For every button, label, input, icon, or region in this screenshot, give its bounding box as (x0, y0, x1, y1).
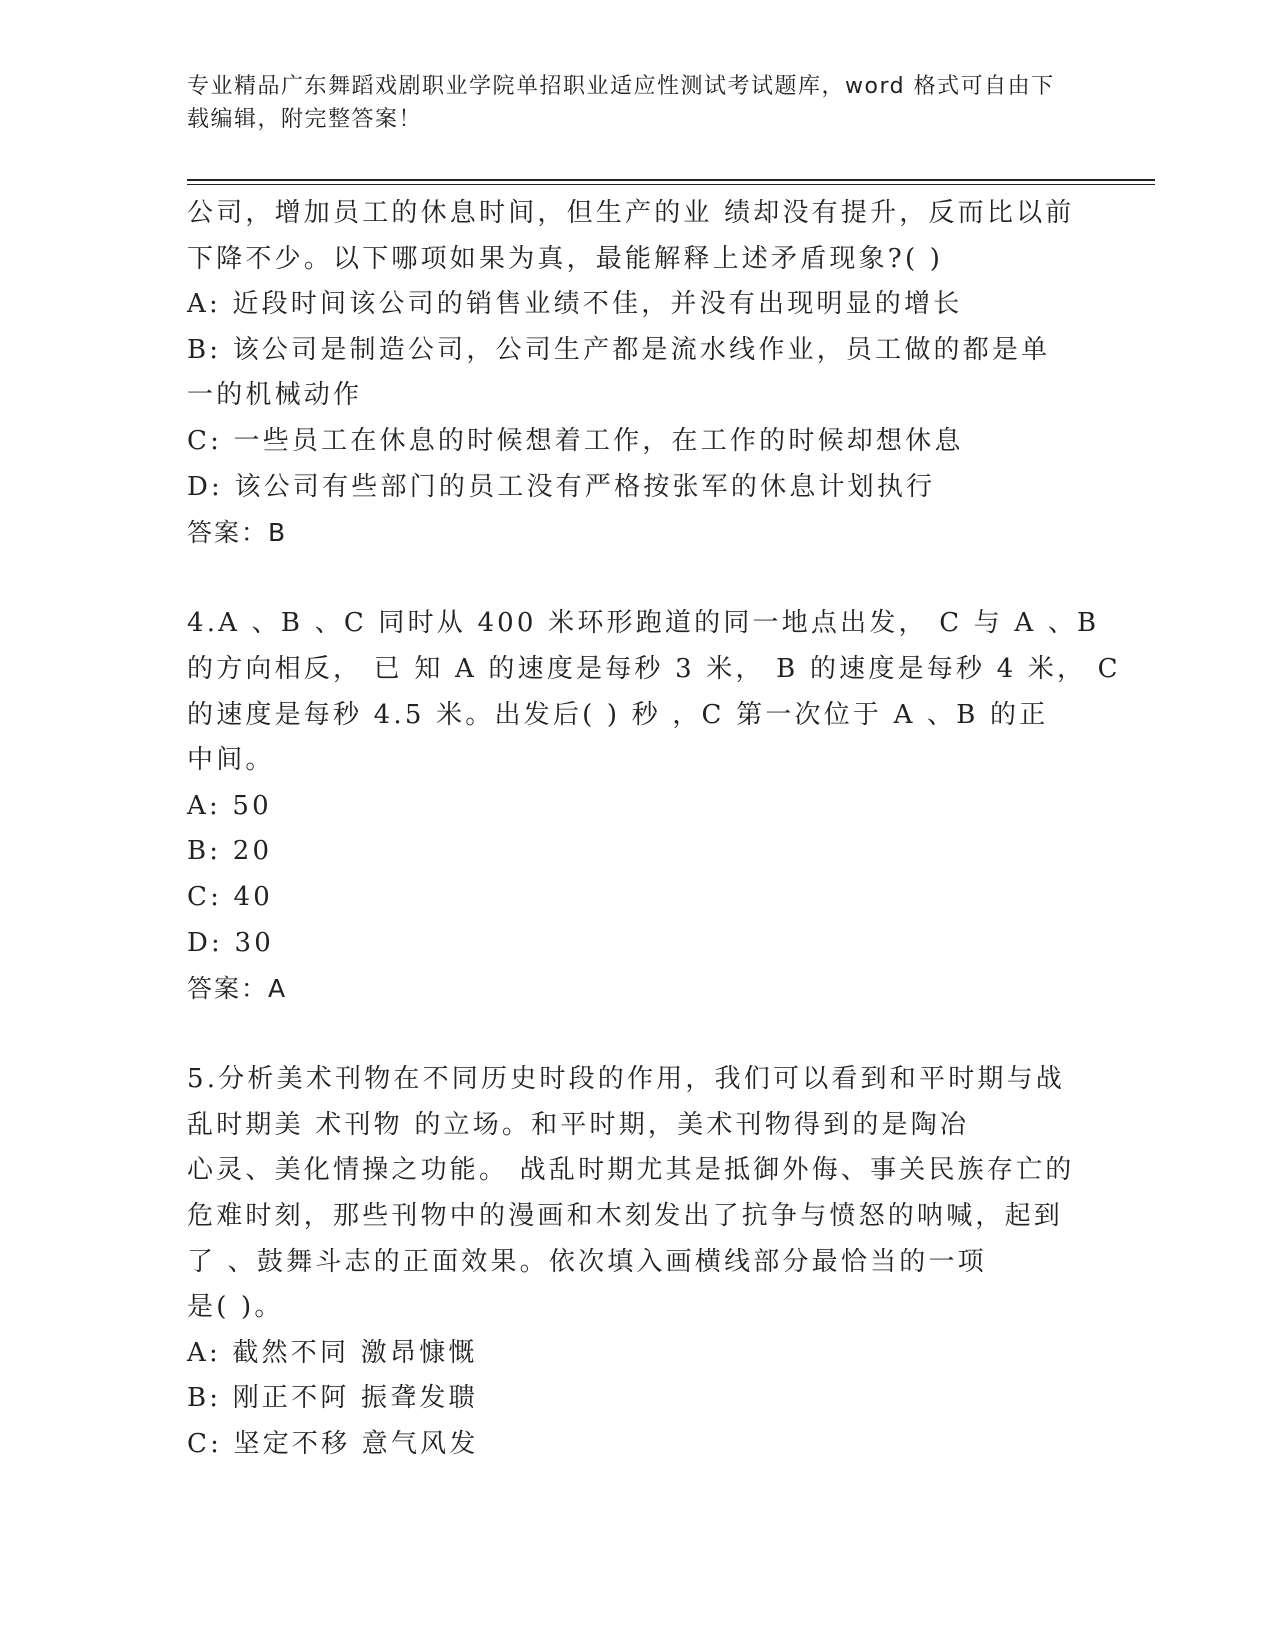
question-stem-line: 了 、鼓舞斗志的正面效果。依次填入画横线部分最恰当的一项 (187, 1246, 987, 1277)
question-stem-line: 的速度是每秒 4.5 米。出发后( ) 秒 ，C 第一次位于 A 、B 的正 (187, 699, 1049, 730)
document-header: 专业精品广东舞蹈戏剧职业学院单招职业适应性测试考试题库，word 格式可自由下载编辑，附完整答案！ (187, 74, 1055, 132)
spacer (187, 1012, 1087, 1058)
question-stem-line: 5.分析美术刊物在不同历史时段的作用，我们可以看到和平时期与战 (187, 1064, 1066, 1095)
answer-label: 答案：B (187, 518, 288, 548)
spacer (187, 556, 1087, 602)
option-c: C: 一些员工在休息的时候想着工作，在工作的时候却想休息 (187, 425, 964, 456)
question-stem-line: 的方向相反， 已 知 A 的速度是每秒 3 米， B 的速度是每秒 4 米， C (187, 653, 1121, 684)
document-body (187, 191, 1121, 1468)
option-c: C: 坚定不移 意气风发 (187, 1429, 479, 1460)
option-a: A: 截然不同 激昂慷慨 (187, 1337, 478, 1368)
option-c: C: 40 (187, 881, 274, 912)
question-stem-line: 危难时刻，那些刊物中的漫画和木刻发出了抗争与愤怒的呐喊，起到 (187, 1201, 1064, 1232)
option-b-continued: 一的机械动作 (187, 380, 363, 411)
option-a: A: 近段时间该公司的销售业绩不佳，并没有出现明显的增长 (187, 289, 963, 320)
option-d: D: 该公司有些部门的员工没有严格按张军的休息计划执行 (187, 471, 936, 502)
header-rule-thin (187, 184, 1155, 185)
question-stem-line: 乱时期美 术刊物 的立场。和平时期，美术刊物得到的是陶冶 (187, 1109, 970, 1140)
question-3 (187, 191, 1087, 556)
option-b: B: 20 (187, 836, 273, 867)
question-5 (187, 1057, 1087, 1467)
option-b: B: 该公司是制造公司，公司生产都是流水线作业，员工做的都是单 (187, 334, 1051, 365)
question-4 (187, 601, 1121, 1011)
header-rule-thick (187, 179, 1155, 181)
question-stem-line: 下降不少。以下哪项如果为真，最能解释上述矛盾现象?( ) (187, 243, 944, 274)
question-stem-line: 公司，增加员工的休息时间，但生产的业 绩却没有提升，反而比以前 (187, 198, 1075, 228)
option-b: B: 刚正不阿 振聋发聩 (187, 1383, 478, 1414)
answer-label: 答案：A (187, 974, 288, 1004)
question-stem-line: 4.A 、B 、C 同时从 400 米环形跑道的同一地点出发， C 与 A 、B (187, 608, 1100, 639)
question-stem-line: 心灵、美化情操之功能。 战乱时期尤其是抵御外侮、事关民族存亡的 (187, 1155, 1075, 1186)
question-stem-line: 是( )。 (187, 1292, 284, 1323)
question-stem-line: 中间。 (187, 745, 275, 776)
option-d: D: 30 (187, 927, 274, 958)
option-a: A: 50 (187, 790, 272, 821)
